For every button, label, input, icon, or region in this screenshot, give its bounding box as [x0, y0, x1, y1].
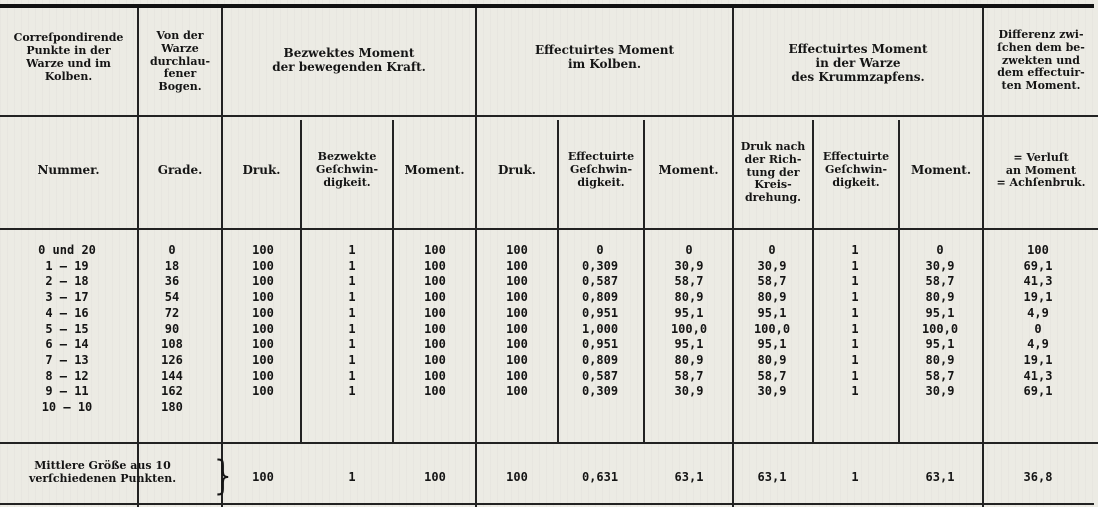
effective-speed-header: Effectuirte Geſchwin- digkeit.	[822, 150, 890, 189]
table-cell: 162	[161, 384, 183, 399]
table-cell: 1	[348, 352, 356, 367]
brace-mark: }	[213, 453, 232, 499]
table-cell: 100	[424, 384, 446, 399]
table-cell: 80,9	[925, 352, 955, 367]
summary-cell: 100	[424, 470, 446, 484]
table-cell: 1	[851, 243, 859, 257]
table-cell: 95,1	[925, 337, 955, 352]
table-cell: 1	[348, 258, 356, 273]
table-cell: 58,7	[757, 368, 787, 383]
summary-cell: 36,8	[1023, 470, 1053, 484]
table-cell: 0	[596, 243, 604, 257]
table-cell: 0,587	[581, 368, 619, 383]
difference-header: Differenz zwi- ſchen dem be- zwekten und dem effectuir- ten Moment.	[997, 27, 1085, 93]
table-row	[0, 306, 1098, 321]
summary-rule	[0, 442, 1098, 444]
summary-cell: 63,1	[925, 470, 955, 484]
table-cell: 95,1	[674, 337, 704, 352]
table-cell: 58,7	[757, 274, 787, 289]
correspondence-header: Correſpondirende Punkte in der Warze und im Kolben.	[13, 31, 124, 83]
table-cell: 1 — 19	[45, 258, 89, 273]
number-header: Nummer.	[37, 162, 100, 177]
table-cell: 1	[348, 368, 356, 383]
table-cell: 58,7	[674, 274, 704, 289]
table-cell: 100	[252, 321, 274, 336]
table-cell: 100	[506, 321, 528, 336]
table-cell: 18	[164, 258, 180, 273]
table-cell: 80,9	[757, 290, 787, 305]
table-cell: 80,9	[674, 352, 704, 367]
table-cell: 100	[506, 337, 528, 352]
table-row	[0, 400, 1098, 415]
table-row	[0, 274, 1098, 289]
table-cell: 0 und 20	[38, 243, 96, 257]
table-cell: 100	[506, 243, 528, 257]
summary-cell: 0,631	[581, 470, 619, 484]
table-cell: 1	[348, 321, 356, 336]
table-cell: 41,3	[1023, 368, 1053, 383]
table-cell: 36	[164, 274, 180, 289]
table-cell: 100	[252, 352, 274, 367]
moment-header: Moment.	[404, 162, 465, 177]
bottom-rule	[0, 503, 1094, 505]
pressure-header: Druk.	[242, 162, 281, 177]
table-row	[0, 369, 1098, 384]
table-cell: 100	[424, 352, 446, 367]
average-label: Mittlere Größe aus 10 verſchiedenen Punkten.	[28, 459, 177, 485]
degrees-header: Grade.	[157, 162, 203, 177]
table-cell: 100	[506, 274, 528, 289]
table-cell: 10 — 10	[41, 400, 93, 414]
table-cell: 100	[424, 290, 446, 305]
table-cell: 1	[851, 321, 859, 336]
table-cell: 0	[168, 243, 176, 257]
rotation-pressure-header: Druk nach der Rich- tung der Kreis- drehung.	[740, 139, 806, 205]
table-cell: 1	[348, 274, 356, 289]
table-cell: 0,951	[581, 305, 619, 320]
table-cell: 9 — 11	[45, 384, 89, 399]
table-cell: 95,1	[757, 337, 787, 352]
table-cell: 1	[851, 305, 859, 320]
table-cell: 8 — 12	[45, 368, 89, 383]
table-cell: 72	[164, 305, 180, 320]
table-cell: 1	[851, 290, 859, 305]
table-row	[0, 337, 1098, 352]
table-cell: 100	[252, 274, 274, 289]
table-cell: 54	[164, 290, 180, 305]
table-cell: 90	[164, 321, 180, 336]
table-cell: 19,1	[1023, 290, 1053, 305]
table-cell: 0	[936, 243, 944, 257]
table-cell: 1,000	[581, 321, 619, 336]
pressure-header: Druk.	[498, 162, 536, 177]
table-cell: 58,7	[925, 368, 955, 383]
moment-header: Moment.	[658, 162, 719, 177]
table-cell: 100	[252, 337, 274, 352]
table-cell: 100	[424, 321, 446, 336]
table-row	[0, 290, 1098, 305]
intended-moment-header: Bezwektes Moment der bewegenden Kraft.	[272, 45, 426, 74]
table-cell: 1	[348, 337, 356, 352]
table-cell: 1	[851, 337, 859, 352]
table-cell: 100	[252, 305, 274, 320]
table-cell: 100	[424, 337, 446, 352]
table-cell: 1	[348, 243, 356, 257]
table-cell: 0,809	[581, 290, 619, 305]
summary-cell: 1	[348, 470, 356, 484]
table-cell: 100	[424, 274, 446, 289]
table-row	[0, 259, 1098, 274]
table-cell: 0	[768, 243, 776, 257]
table-cell: 30,9	[674, 258, 704, 273]
table-cell: 1	[348, 384, 356, 399]
table-cell: 30,9	[757, 258, 787, 273]
table-cell: 58,7	[674, 368, 704, 383]
table-cell: 69,1	[1023, 384, 1053, 399]
effective-speed-header: Effectuirte Geſchwin- digkeit.	[567, 150, 635, 189]
arc-header: Von der Warze durchlau- fener Bogen.	[149, 28, 211, 94]
table-cell: 100	[506, 368, 528, 383]
table-cell: 100	[506, 352, 528, 367]
table-cell: 0	[1034, 321, 1042, 336]
table-cell: 144	[161, 368, 183, 383]
moment-header: Moment.	[910, 162, 972, 177]
table-cell: 7 — 13	[45, 352, 89, 367]
summary-cell: 1	[851, 470, 859, 484]
table-cell: 100	[424, 258, 446, 273]
crankpin-moment-header: Effectuirtes Moment in der Warze des Krummzapfens.	[788, 41, 928, 85]
subheader-rule	[0, 228, 1098, 230]
table-cell: 100	[506, 258, 528, 273]
table-row	[0, 353, 1098, 368]
table-cell: 126	[161, 352, 183, 367]
table-cell: 1	[348, 290, 356, 305]
table-cell: 30,9	[925, 258, 955, 273]
table-cell: 100	[252, 243, 274, 257]
table-cell: 100	[1027, 243, 1049, 257]
summary-cell: 63,1	[674, 470, 704, 484]
table-cell: 100	[424, 243, 446, 257]
table-cell: 100,0	[670, 321, 708, 336]
table-cell: 30,9	[925, 384, 955, 399]
table-cell: 58,7	[925, 274, 955, 289]
table-cell: 1	[851, 258, 859, 273]
table-cell: 80,9	[757, 352, 787, 367]
top-rule	[0, 4, 1094, 8]
table-cell: 100	[506, 384, 528, 399]
intended-speed-header: Bezwekte Geſchwin- digkeit.	[315, 150, 379, 189]
table-cell: 1	[851, 384, 859, 399]
table-cell: 0,809	[581, 352, 619, 367]
table-cell: 108	[161, 337, 183, 352]
table-cell: 80,9	[925, 290, 955, 305]
table-cell: 0	[685, 243, 693, 257]
table-cell: 30,9	[757, 384, 787, 399]
table-cell: 80,9	[674, 290, 704, 305]
loss-header: = Verluſt an Moment = Achſenbruk.	[996, 150, 1086, 190]
table-cell: 100,0	[753, 321, 791, 336]
table-cell: 4,9	[1027, 305, 1049, 320]
table-cell: 0,951	[581, 337, 619, 352]
table-row	[0, 384, 1098, 399]
table-cell: 95,1	[925, 305, 955, 320]
table-cell: 4 — 16	[45, 305, 89, 320]
table-cell: 6 — 14	[45, 337, 89, 352]
summary-cell: 100	[252, 470, 274, 484]
table-cell: 1	[851, 368, 859, 383]
table-cell: 100	[424, 368, 446, 383]
piston-moment-header: Effectuirtes Moment im Kolben.	[534, 42, 675, 71]
table-cell: 100	[252, 384, 274, 399]
table-cell: 69,1	[1023, 258, 1053, 273]
table-cell: 3 — 17	[45, 290, 89, 305]
table-cell: 30,9	[674, 384, 704, 399]
table-cell: 95,1	[674, 305, 704, 320]
table-cell: 180	[161, 400, 183, 414]
table-cell: 1	[851, 274, 859, 289]
table-cell: 100	[506, 305, 528, 320]
table-cell: 41,3	[1023, 274, 1053, 289]
table-cell: 19,1	[1023, 352, 1053, 367]
table-cell: 100	[506, 290, 528, 305]
summary-cell: 63,1	[757, 470, 787, 484]
table-cell: 100	[252, 258, 274, 273]
table-cell: 100	[424, 305, 446, 320]
table-cell: 2 — 18	[45, 274, 89, 289]
table-cell: 0,309	[581, 258, 619, 273]
table-cell: 100	[252, 368, 274, 383]
summary-cell: 100	[506, 470, 528, 484]
table-cell: 4,9	[1027, 337, 1049, 352]
table-cell: 5 — 15	[45, 321, 89, 336]
table-cell: 95,1	[757, 305, 787, 320]
table-row	[0, 243, 1098, 258]
table-cell: 1	[348, 305, 356, 320]
table-cell: 100	[252, 290, 274, 305]
table-row	[0, 322, 1098, 337]
header-rule	[0, 115, 1098, 117]
table-cell: 0,309	[581, 384, 619, 399]
table-cell: 1	[851, 352, 859, 367]
table-cell: 100,0	[921, 321, 959, 336]
table-cell: 0,587	[581, 274, 619, 289]
